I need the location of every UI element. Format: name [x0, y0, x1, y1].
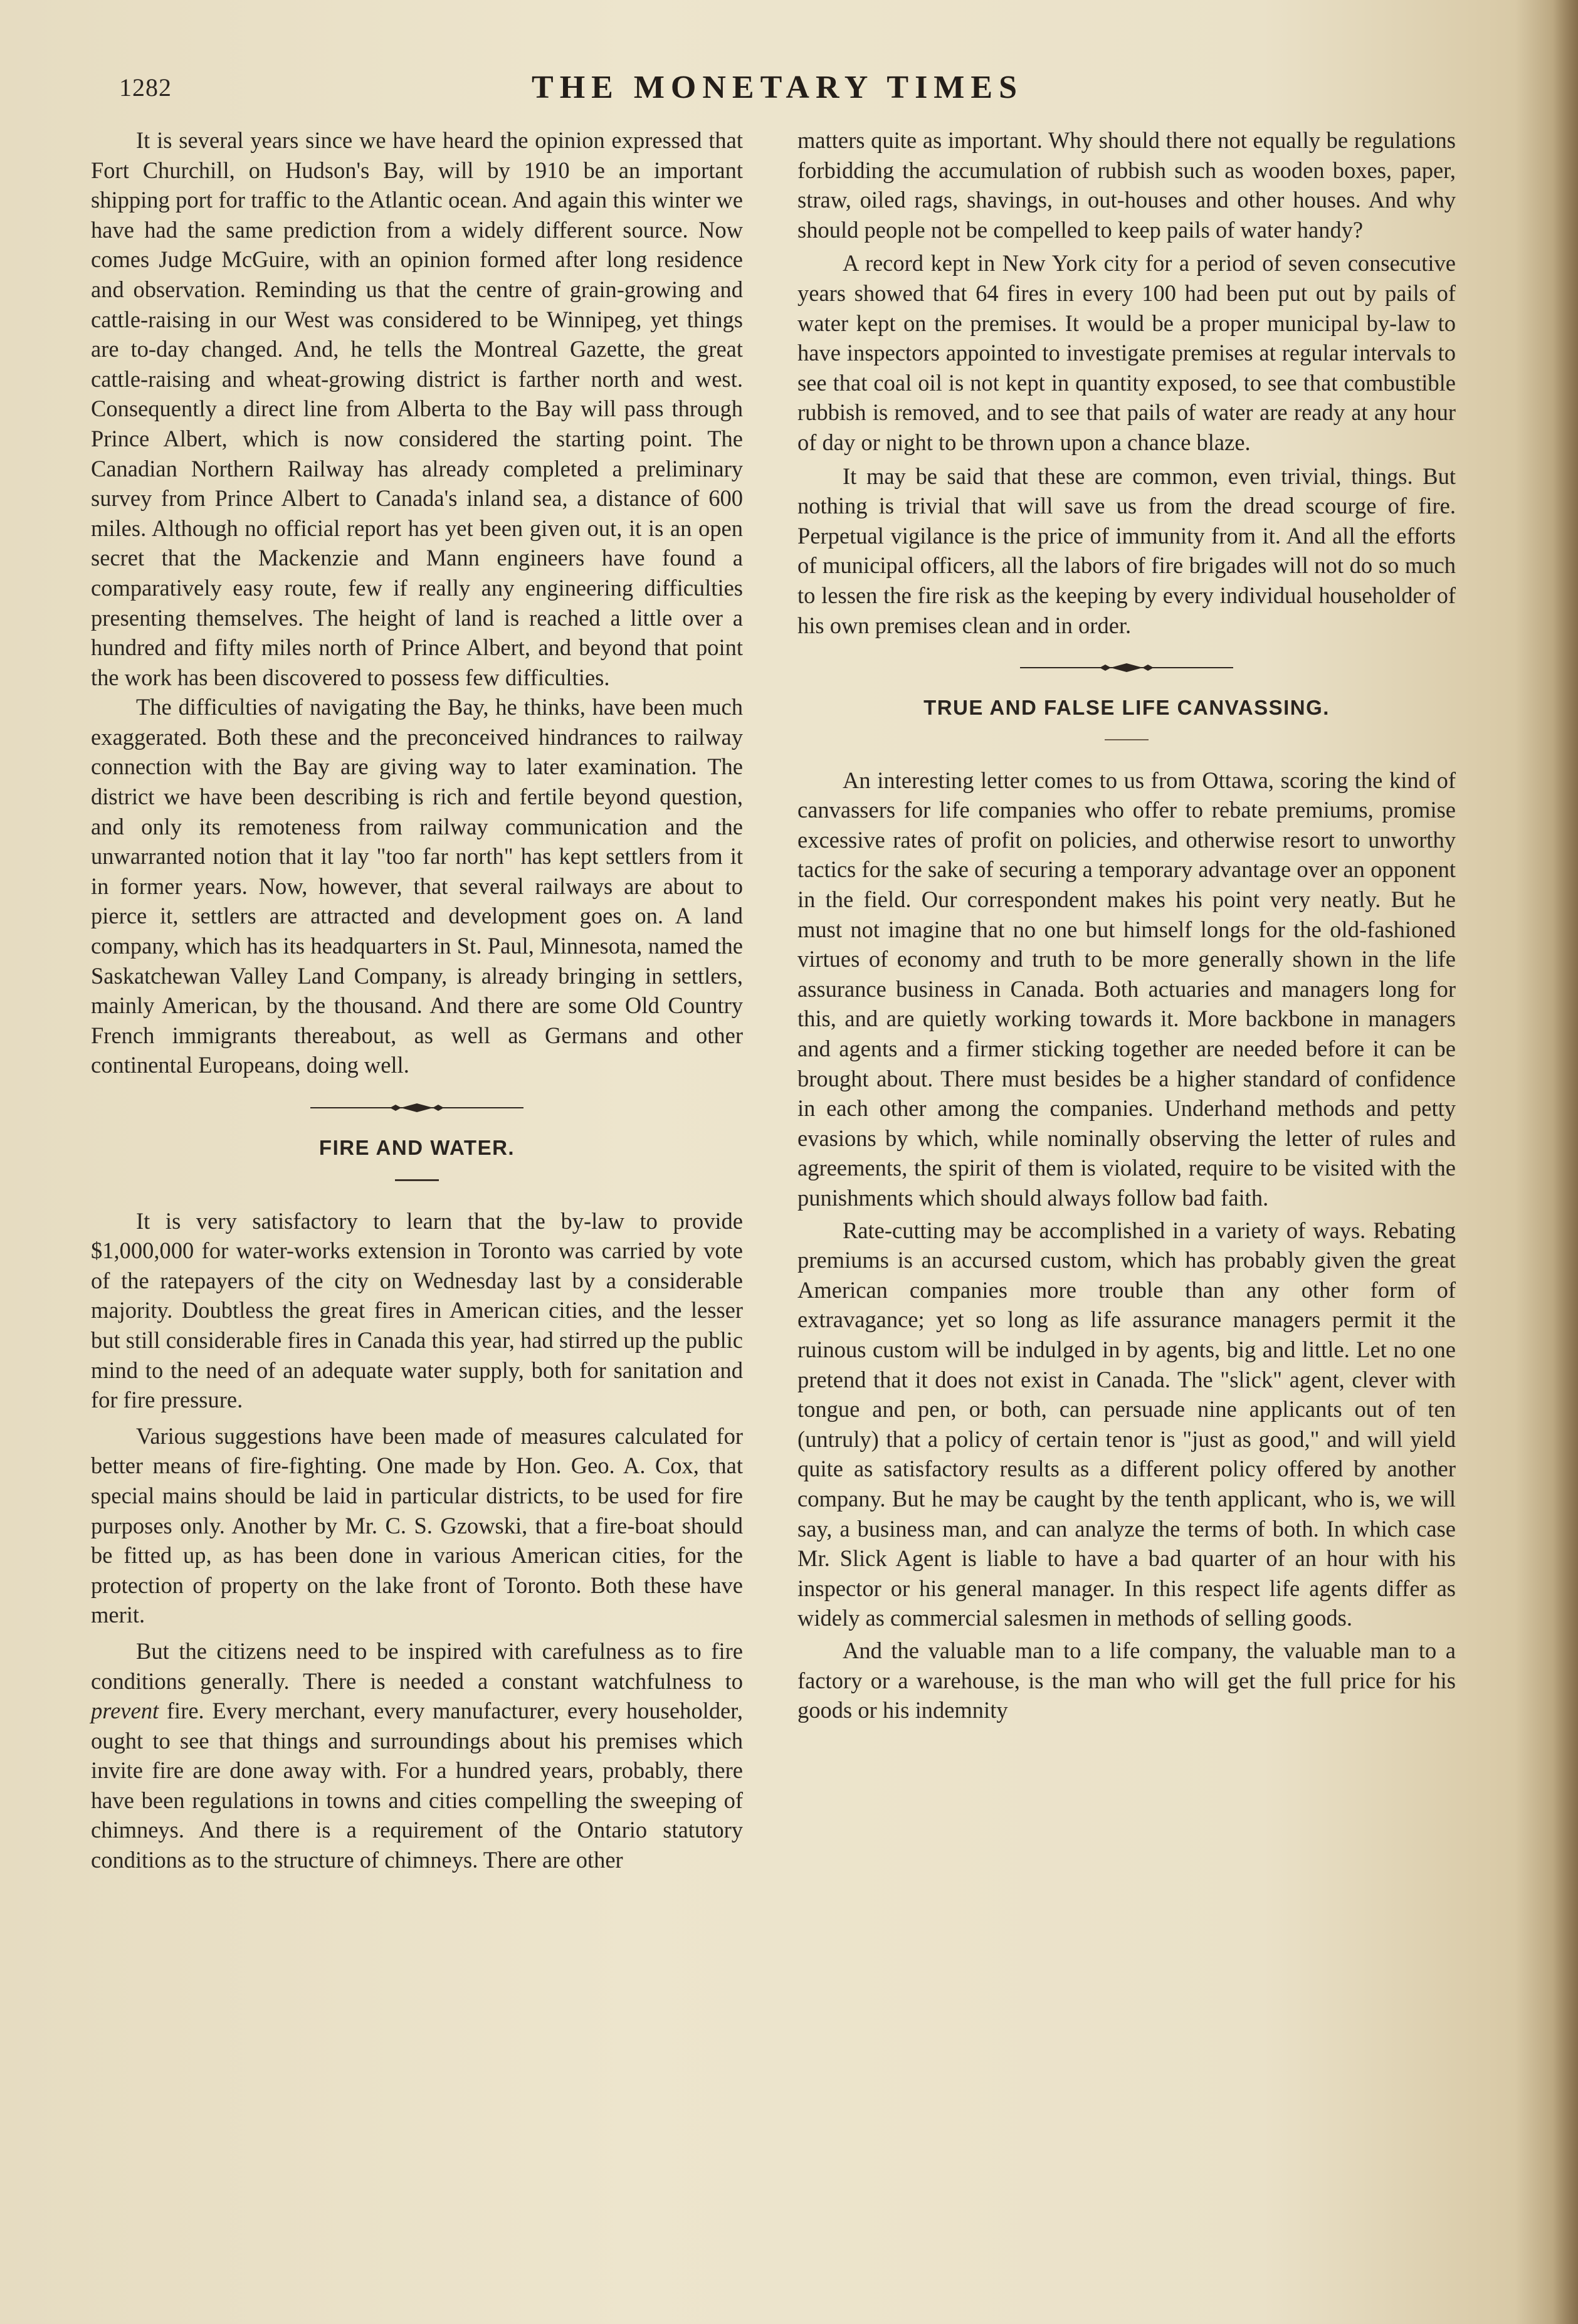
article-paragraph: And the valuable man to a life company, the valuable man to a factory or a warehouse, is the man who will get the full price for his goods or his indemnity: [797, 1637, 1456, 1723]
ornament-divider: [797, 653, 1456, 683]
page-number: 1282: [119, 73, 172, 102]
article-paragraph: Rate-cutting may be accomplished in a variety of ways. Rebating premiums is an accursed custom, which has probably given the great American companies more trouble than any other form of extravagance; yet so long as life assurance managers permit it the ruinous custom will be indulged in by agents, big and little. Let no one pretend that it does not exist in Canada. The "slick" agent, clever with tongue and pen, or both, can persuade nine applicants out of ten (untruly) that a policy of certain tenor is "just as good," and will yield quite as satisfactory results as a different policy offered by another company. But he may be caught by the tenth applicant, who is, we will say, a business man, and can analyze the terms of both. In which case Mr. Slick Agent is liable to have a bad quarter of an hour with his inspector or his general manager. In this respect life agents differ as widely as commercial salesmen in methods of selling goods.: [797, 1217, 1456, 1631]
right-column: [797, 125, 1456, 1725]
left-column: [91, 125, 743, 1875]
section-heading-life-canvassing: TRUE AND FALSE LIFE CANVASSING.: [923, 696, 1330, 720]
masthead-title: THE MONETARY TIMES: [532, 70, 1023, 105]
paragraph-text: fire. Every merchant, every manufacturer, every householder, ought to see that things and surroundings about his premises which invite fire are done away with. For a hundred years, probably, there have been regulations in towns and cities compelling the sweeping of chimneys. And there is a requirement of the Ontario statutory conditions as to the structure of chimneys. There are other: [91, 1698, 743, 1873]
paragraph-text: But the citizens need to be inspired with carefulness as to fire conditions generally. There is needed a constant watchfulness to: [91, 1638, 743, 1694]
article-paragraph: It may be said that these are common, even trivial, things. But nothing is trivial that will save us from the dread scourge of fire. Perpetual vigilance is the price of immunity from it. And all the efforts of municipal officers, all the labors of fire brigades will not do so much to lessen the fire risk as the keeping by every individual householder of his own premises clean and in order.: [797, 463, 1456, 638]
heading-rule: [1105, 739, 1149, 740]
section-heading-fire-and-water: FIRE AND WATER.: [318, 1136, 515, 1159]
article-paragraph: An interesting letter comes to us from Ottawa, scoring the kind of canvassers for life companies who offer to rebate premiums, promise excessive rates of profit on policies, and otherwise resort to unworthy tactics for the sake of securing a temporary advantage over an opponent in the field. Our correspondent makes his point very neatly. But he must not imagine that no one but himself longs for the old-fashioned virtues of economy and truth to be more generally shown in the life assurance business in Canada. Both actuaries and managers long for this, and are quietly working towards it. More backbone in managers and agents and a firmer sticking together are needed before it can be brought about. There must besides be a higher standard of confidence in each other among the companies. Underhand methods and petty evasions by which, while nominally observing the letter of rules and agreements, the spirit of them is violated, require to be visited with the punishments which should always follow bad faith.: [797, 767, 1456, 1211]
article-paragraph: [91, 1636, 743, 1875]
page-edge-shadow: [1553, 0, 1578, 2324]
article-paragraph: Various suggestions have been made of measures calculated for better means of fire-fighting. One made by Hon. Geo. A. Cox, that special mains should be laid in particular districts, to be used for fire purposes only. Another by Mr. C. S. Gzowski, that a fire-boat should be fitted up, as has been done in various American cities, for the protection of property on the lake front of Toronto. Both these have merit.: [91, 1422, 743, 1628]
article-paragraph: It is several years since we have heard the opinion expressed that Fort Churchill, on Hudson's Bay, will by 1910 be an important shipping port for traffic to the Atlantic ocean. And again this winter we have had the same prediction from a widely different source. Now comes Judge McGuire, with an opinion formed after long residence and observation. Reminding us that the centre of grain-growing and cattle-raising in our West was considered to be Winnipeg, yet things are to-day changed. And, he tells the Montreal Gazette, the great cattle-raising and wheat-growing district is farther north and west. Consequently a direct line from Alberta to the Bay will pass through Prince Albert, which is now considered the starting point. The Canadian Northern Railway has already completed a preliminary survey from Prince Albert to Canada's inland sea, a distance of 600 miles. Although no official report has yet been given out, it is an open secret that the Mackenzie and Mann engineers have found a comparatively easy route, few if really any engineering difficulties presenting themselves. The height of land is reached a little over a hundred and fifty miles north of Prince Albert, and beyond that point the work has been discovered to possess few difficulties.: [91, 127, 743, 690]
article-paragraph: matters quite as important. Why should there not equally be regulations forbidding the accumulation of rubbish such as wooden boxes, paper, straw, oiled rags, shavings, in out-houses and other houses. And why should people not be compelled to keep pails of water handy?: [797, 127, 1456, 243]
heading-rule: [395, 1179, 439, 1181]
ornament-rule-icon: [1020, 661, 1233, 674]
ornament-rule-icon: [310, 1102, 523, 1114]
article-paragraph: The difficulties of navigating the Bay, he thinks, have been much exaggerated. Both these and the preconceived hindrances to railway connection with the Bay are giving way to later examination. The district we have been describing is rich and fertile beyond question, and only its remoteness from railway communication and the unwarranted notion that it lay "too far north" has kept settlers from it in former years. Now, however, that several railways are about to pierce it, settlers are attracted and development goes on. A land company, which has its headquarters in St. Paul, Minnesota, named the Saskatchewan Valley Land Company, is already bringing in settlers, mainly American, by the thousand. And there are some Old Country French immigrants thereabout, as well as Germans and other continental Europeans, doing well.: [91, 694, 743, 1078]
article-paragraph: It is very satisfactory to learn that the by-law to provide $1,000,000 for water-works extension in Toronto was carried by vote of the ratepayers of the city on Wednesday last by a considerable majority. Doubtless the great fires in American cities, and the lesser but still considerable fires in Canada this year, had stirred up the public mind to the need of an adequate water supply, both for sanitation and for fire pressure.: [91, 1207, 743, 1413]
article-paragraph: A record kept in New York city for a period of seven consecutive years showed that 64 fires in every 100 had been put out by pails of water kept on the premises. It would be a proper municipal by-law to have inspectors appointed to investigate premises at regular intervals to see that coal oil is not kept in quantity exposed, to see that combustible rubbish is removed, and to see that pails of water are ready at any hour of day or night to be thrown upon a chance blaze.: [797, 250, 1456, 455]
ornament-divider: [91, 1093, 743, 1123]
page-header: [119, 69, 1436, 113]
emphasized-word: prevent: [91, 1698, 159, 1724]
